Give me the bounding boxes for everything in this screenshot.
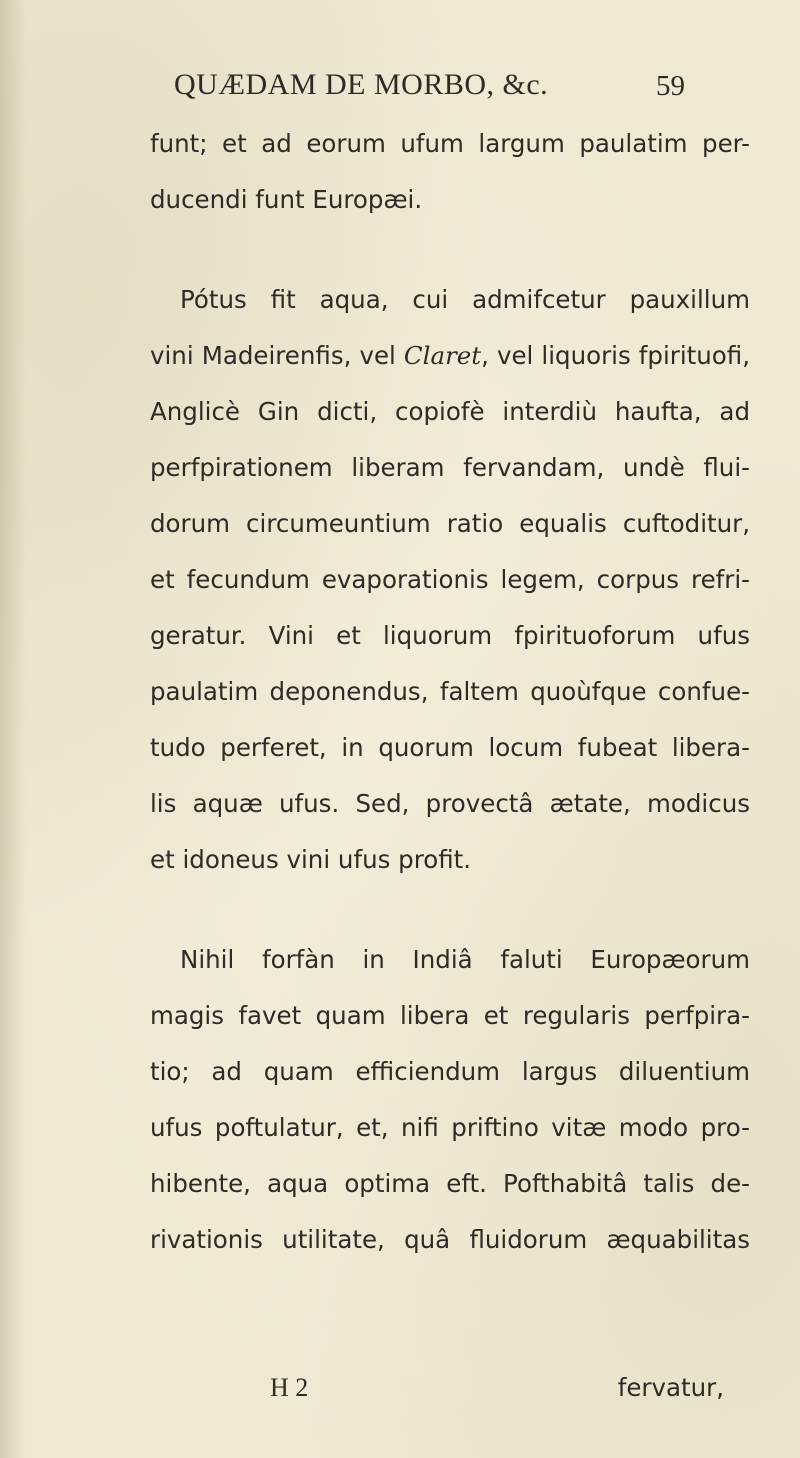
paragraph-2 [150,272,750,888]
text-segment: , vel liquoris fpirituofi, [481,341,750,370]
text-line: et fecundum evaporationis legem, corpus refri- [150,565,750,594]
text-line: hibente, aqua optima eft. Pofthabitâ talis de- [150,1169,750,1198]
signature-mark: H 2 [270,1373,309,1402]
catchword: fervatur, [617,1373,724,1402]
text-line: Pótus fit aqua, cui admifcetur pauxillum [180,285,750,314]
text-line: Anglicè Gin dicti, copiofè interdiù haufta, ad [150,397,750,426]
page-edge-shadow [0,0,26,1458]
paragraph-1 [150,116,750,228]
text-line: ufus poftulatur, et, nifi priftino vitæ modo pro- [150,1113,750,1142]
running-title: QUÆDAM DE MORBO, &c. [174,68,549,101]
text-segment: vini Madeirenfis, vel [150,341,404,370]
text-line: tudo perferet, in quorum locum fubeat libera- [150,733,750,762]
text-line [150,328,750,384]
text-line: lis aquæ ufus. Sed, provectâ ætate, modicus [150,789,750,818]
page-footer [150,1360,750,1416]
text-line: ducendi funt Europæi. [150,185,423,214]
text-line: Nihil forfàn in Indiâ faluti Europæorum [180,945,750,974]
italic-term: Claret [403,341,482,370]
text-line: tio; ad quam efficiendum largus diluentium [150,1057,750,1086]
text-line: perfpirationem liberam fervandam, undè flui- [150,453,750,482]
text-line: dorum circumeuntium ratio equalis cuftoditur, [150,509,750,538]
paragraph-3 [150,932,750,1268]
text-line: rivationis utilitate, quâ fluidorum æquabilitas [150,1225,750,1254]
text-line: magis favet quam libera et regularis perfpira- [150,1001,750,1030]
body-text [150,116,750,1268]
text-line: paulatim deponendus, faltem quoùfque confue- [150,677,750,706]
page-header [174,68,734,116]
text-line: geratur. Vini et liquorum fpirituoforum ufus [150,621,750,650]
text-line: funt; et ad eorum ufum largum paulatim per- [150,129,750,158]
text-line: et idoneus vini ufus profit. [150,845,472,874]
page-number: 59 [656,70,685,102]
